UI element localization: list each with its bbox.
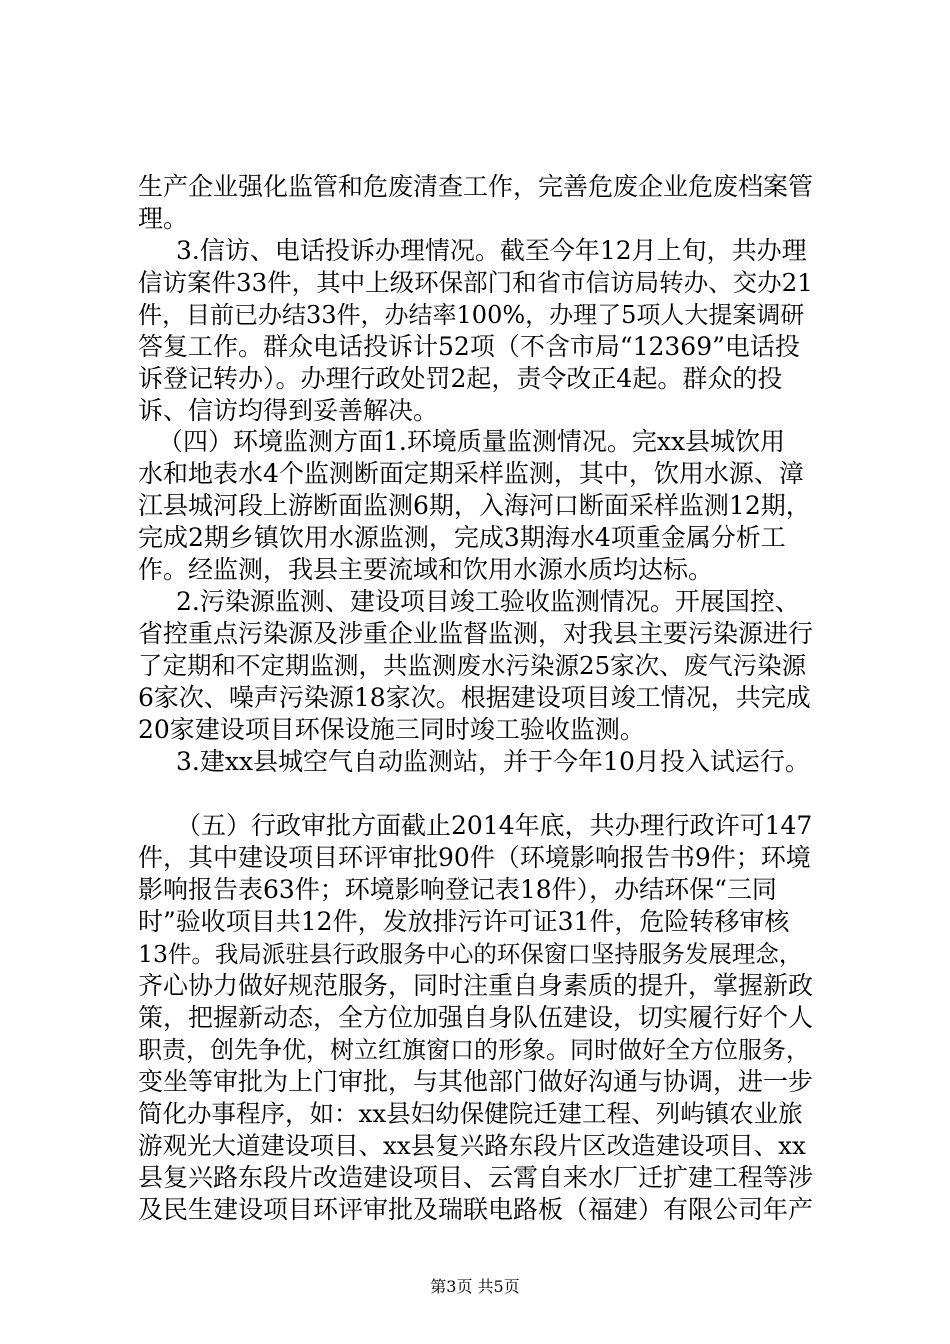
text-line: 齐心协力做好规范服务，同时注重自身素质的提升，掌握新政 (138, 971, 814, 1000)
text-line: 简化办事程序，如：xx县妇幼保健院迁建工程、列屿镇农业旅 (138, 1099, 803, 1128)
text-line: 水和地表水4个监测断面定期采样监测，其中，饮用水源、漳 (138, 459, 804, 488)
text-line: 职责，创先争优，树立红旗窗口的形象。同时做好全方位服务， (138, 1036, 810, 1064)
text-line: 件，目前已办结33件，办结率100%，办理了5项人大提案调研 (138, 301, 805, 329)
text-line: （四）环境监测方面1.环境质量监测情况。完xx县城饮用 (158, 427, 786, 456)
text-line: 20家建设项目环保设施三同时竣工验收监测。 (138, 715, 645, 744)
text-line: 诉、信访均得到妥善解决。 (138, 396, 439, 425)
text-line: 作。经监测，我县主要流域和饮用水源水质均达标。 (138, 555, 714, 584)
text-line: 影响报告表63件；环境影响登记表18件），办结环保“三同 (138, 875, 777, 904)
text-line: 了定期和不定期监测，共监测废水污染源25家次、废气污染源 (138, 651, 807, 680)
text-line: 答复工作。群众电话投诉计52项（不含市局“12369”电话投 (138, 332, 800, 361)
text-line: 理。 (138, 204, 189, 233)
text-line: 县复兴路东段片改造建设项目、云霄自来水厂迁扩建工程等涉 (138, 1163, 814, 1192)
text-line: 及民生建设项目环评审批及瑞联电路板（福建）有限公司年产 (138, 1195, 814, 1224)
text-line: 省控重点污染源及涉重企业监督监测，对我县主要污染源进行 (138, 619, 814, 648)
text-line: 诉登记转办）。办理行政处罚2起，责令改正4起。群众的投 (138, 364, 783, 393)
text-line: 时”验收项目共12件，发放排污许可证31件，危险转移审核 (138, 907, 790, 936)
text-line: 信访案件33件，其中上级环保部门和省市信访局转办、交办21 (138, 268, 813, 297)
text-line: 江县城河段上游断面监测6期，入海河口断面采样监测12期， (138, 491, 811, 520)
text-line: 游观光大道建设项目、xx县复兴路东段片区改造建设项目、xx (138, 1131, 806, 1160)
page-number-footer: 第3页 共5页 (430, 1277, 520, 1296)
text-line: 6家次、噪声污染源18家次。根据建设项目竣工情况，共完成 (138, 683, 811, 712)
text-line: 3.建xx县城空气自动监测站，并于今年10月投入试运行。 (176, 747, 810, 776)
text-line: 策，把握新动态，全方位加强自身队伍建设，切实履行好个人 (138, 1003, 814, 1032)
text-line: 生产企业强化监管和危废清查工作，完善危废企业危废档案管 (138, 172, 814, 201)
text-line: 完成2期乡镇饮用水源监测，完成3期海水4项重金属分析工 (138, 523, 786, 552)
text-line: 件，其中建设项目环评审批90件（环境影响报告书9件；环境 (138, 843, 811, 872)
text-line: 变坐等审批为上门审批，与其他部门做好沟通与协调，进一步 (138, 1067, 814, 1096)
text-line: （五）行政审批方面截止2014年底，共办理行政许可147 (176, 811, 813, 840)
text-line: 3.信访、电话投诉办理情况。截至今年12月上旬，共办理 (176, 236, 807, 265)
text-line: 13件。我局派驻县行政服务中心的环保窗口坚持服务发展理念， (138, 940, 803, 968)
text-line: 2.污染源监测、建设项目竣工验收监测情况。开展国控、 (176, 587, 800, 616)
